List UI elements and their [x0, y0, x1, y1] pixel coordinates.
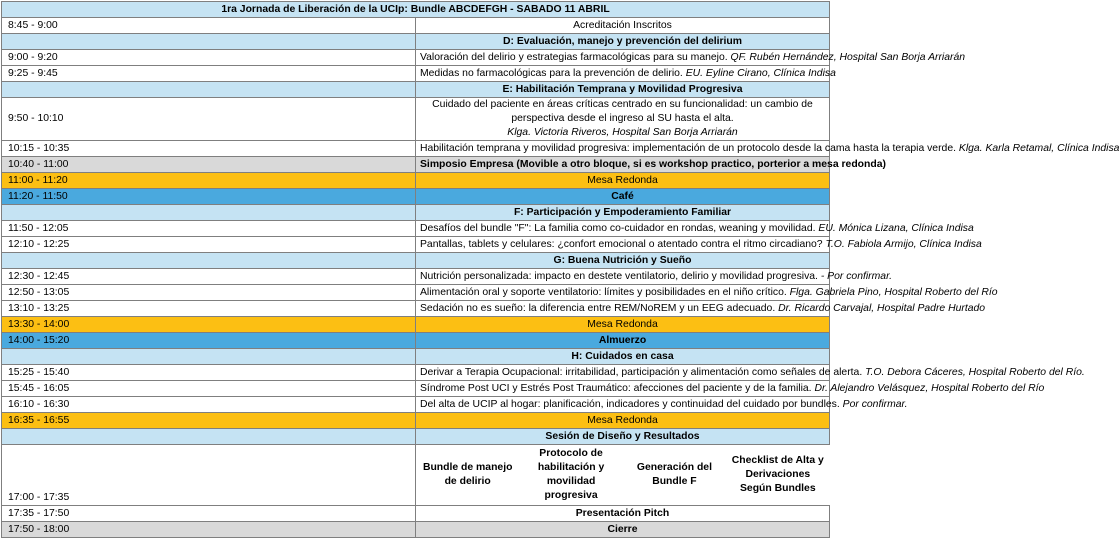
schedule-row	[2, 98, 830, 141]
session-title: H: Cuidados en casa	[571, 350, 674, 362]
section-header-row	[2, 82, 830, 98]
session-title: Pantallas, tablets y celulares: ¿confort emocional o atentado contra el ritmo circadiano?	[420, 238, 823, 250]
speaker: QF. Rubén Hernández, Hospital San Borja Arriarán	[730, 51, 966, 63]
schedule-row	[2, 237, 830, 253]
session-title: Mesa Redonda	[587, 318, 658, 330]
schedule-title: 1ra Jornada de Liberación de la UCIp: Bundle ABCDEFGH - SABADO 11 ABRIL	[2, 2, 830, 18]
time-slot	[2, 429, 416, 445]
speaker: Klga. Victoria Riveros, Hospital San Borja Arriarán	[507, 127, 738, 138]
schedule-row	[2, 301, 830, 317]
time-slot	[2, 253, 416, 269]
speaker: Dr. Alejandro Velásquez, Hospital Roberto del Río	[814, 382, 1045, 394]
session-title: Medidas no farmacológicas para la prevención de delirio.	[420, 67, 683, 79]
session-title: Valoración del delirio y estrategias farmacológicas para su manejo.	[420, 51, 728, 63]
session-title: Simposio Empresa (Movible a otro bloque, si es workshop practico, porterior a mesa redonda)	[420, 158, 886, 170]
section-header-row	[2, 34, 830, 50]
speaker: Klga. Karla Retamal, Clínica Indisa	[958, 142, 1119, 154]
time-slot: 17:50 - 18:00	[2, 522, 416, 538]
session-cell	[416, 429, 830, 445]
schedule-row	[2, 506, 830, 522]
schedule-row	[2, 381, 830, 397]
session-title: Síndrome Post UCI y Estrés Post Traumático: afecciones del paciente y de la familia.	[420, 382, 812, 394]
session-title: Sedación no es sueño: la diferencia entre REM/NoREM y un EEG adecuado.	[420, 302, 776, 314]
session-cell	[416, 221, 974, 237]
session-title: Acreditación Inscritos	[573, 19, 672, 31]
session-title: G: Buena Nutrición y Sueño	[553, 254, 692, 266]
schedule-row	[2, 221, 830, 237]
session-title: Nutrición personalizada: impacto en destete ventilatorio, delirio y movilidad progresiva.	[420, 270, 818, 282]
session-cell	[416, 82, 830, 98]
session-cell	[416, 413, 830, 429]
session-title: Cuidado del paciente en áreas críticas centrado en su funcionalidad: un cambio de perspectiva desde el ingreso al SU hasta el alta.	[432, 99, 813, 124]
time-slot: 9:00 - 9:20	[2, 50, 416, 66]
schedule-row	[2, 189, 830, 205]
schedule-row	[2, 285, 830, 301]
session-title: Almuerzo	[598, 334, 647, 346]
section-header-row	[2, 429, 830, 445]
time-slot: 13:30 - 14:00	[2, 317, 416, 333]
section-header-row	[2, 349, 830, 365]
speaker: T.O. Fabiola Armijo, Clínica Indisa	[825, 238, 982, 250]
session-title: Derivar a Terapia Ocupacional: irritabilidad, participación y alimentación como señales de alerta.	[420, 366, 863, 378]
schedule-row	[2, 333, 830, 349]
time-slot: 16:35 - 16:55	[2, 413, 416, 429]
session-title: E: Habilitación Temprana y Movilidad Progresiva	[502, 83, 743, 95]
design-session-row	[2, 445, 830, 506]
session-cell	[416, 98, 830, 141]
session-cell	[416, 381, 1045, 397]
session-cell	[416, 205, 830, 221]
session-title: Presentación Pitch	[575, 507, 670, 519]
schedule-row	[2, 269, 830, 285]
session-cell	[416, 157, 886, 173]
speaker: Flga. Gabriela Pino, Hospital Roberto del Río	[789, 286, 998, 298]
session-cell	[416, 285, 998, 301]
design-workshop-item: Protocolo de habilitación y movilidad progresiva	[537, 448, 605, 501]
session-title: Del alta de UCIP al hogar: planificación, indicadores y continuidad del cuidado por bundles.	[420, 398, 840, 410]
session-cell	[416, 269, 893, 285]
design-workshop-item: Checklist de Alta y Derivaciones Según Bundles	[731, 455, 824, 494]
time-slot: 17:35 - 17:50	[2, 506, 416, 522]
speaker: Dr. Ricardo Carvajal, Hospital Padre Hurtado	[778, 302, 986, 314]
session-title: Sesión de Diseño y Resultados	[545, 430, 700, 442]
design-workshop-item: Generación del Bundle F	[636, 462, 712, 487]
schedule-row	[2, 522, 830, 538]
time-slot	[2, 349, 416, 365]
time-slot: 15:25 - 15:40	[2, 365, 416, 381]
time-slot: 10:15 - 10:35	[2, 141, 416, 157]
time-slot: 13:10 - 13:25	[2, 301, 416, 317]
time-slot: 11:50 - 12:05	[2, 221, 416, 237]
session-title: F: Participación y Empoderamiento Familiar	[513, 206, 732, 218]
time-slot: 12:30 - 12:45	[2, 269, 416, 285]
schedule-row	[2, 413, 830, 429]
session-cell	[416, 397, 908, 413]
section-header-row	[2, 205, 830, 221]
session-cell	[416, 237, 982, 253]
session-title: Mesa Redonda	[587, 174, 658, 186]
session-title: Café	[611, 190, 634, 202]
speaker: Por confirmar.	[842, 398, 908, 410]
session-cell	[416, 317, 830, 333]
time-slot	[2, 205, 416, 221]
session-cell	[416, 522, 830, 538]
time-slot: 15:45 - 16:05	[2, 381, 416, 397]
speaker: EU. Eyline Cirano, Clínica Indisa	[685, 67, 836, 79]
time-slot: 12:50 - 13:05	[2, 285, 416, 301]
session-cell	[416, 34, 830, 50]
schedule-row	[2, 50, 830, 66]
session-cell	[416, 349, 830, 365]
session-cell	[416, 365, 1085, 381]
schedule-row	[2, 397, 830, 413]
schedule-row	[2, 66, 830, 82]
title-row	[2, 2, 830, 18]
speaker: T.O. Debora Cáceres, Hospital Roberto del Río.	[865, 366, 1085, 378]
time-slot	[2, 82, 416, 98]
design-workshop-item: Bundle de manejo de delirio	[422, 462, 513, 487]
time-slot: 14:00 - 15:20	[2, 333, 416, 349]
schedule-row	[2, 141, 830, 157]
session-cell	[416, 301, 986, 317]
speaker: EU. Mónica Lizana, Clínica Indisa	[818, 222, 974, 234]
session-title: Habilitación temprana y movilidad progresiva: implementación de un protocolo desde la cama hasta la terapia verde.	[420, 142, 956, 154]
time-slot: 10:40 - 11:00	[2, 157, 416, 173]
session-cell	[416, 189, 830, 205]
design-session-cell	[416, 445, 830, 506]
session-cell	[416, 66, 836, 82]
session-title: Mesa Redonda	[587, 414, 658, 426]
session-title: Cierre	[607, 523, 638, 535]
schedule-row	[2, 157, 830, 173]
schedule-row	[2, 173, 830, 189]
section-header-row	[2, 253, 830, 269]
session-title: Desafíos del bundle "F": La familia como co-cuidador en rondas, weaning y movilidad.	[420, 222, 816, 234]
time-slot: 16:10 - 16:30	[2, 397, 416, 413]
time-slot: 17:00 - 17:35	[2, 445, 416, 506]
schedule-row	[2, 365, 830, 381]
session-cell	[416, 173, 830, 189]
time-slot: 9:50 - 10:10	[2, 98, 416, 141]
schedule-row	[2, 317, 830, 333]
time-slot: 11:00 - 11:20	[2, 173, 416, 189]
schedule-row	[2, 18, 830, 34]
time-slot: 12:10 - 12:25	[2, 237, 416, 253]
session-cell	[416, 18, 830, 34]
session-title: Alimentación oral y soporte ventilatorio: límites y posibilidades en el niño crítico.	[420, 286, 787, 298]
session-cell	[416, 506, 830, 522]
session-cell	[416, 141, 1119, 157]
session-cell	[416, 253, 830, 269]
session-cell	[416, 333, 830, 349]
time-slot: 9:25 - 9:45	[2, 66, 416, 82]
session-cell	[416, 50, 966, 66]
session-title: D: Evaluación, manejo y prevención del delirium	[502, 35, 743, 47]
time-slot: 8:45 - 9:00	[2, 18, 416, 34]
time-slot: 11:20 - 11:50	[2, 189, 416, 205]
speaker: - Por confirmar.	[820, 270, 893, 282]
time-slot	[2, 34, 416, 50]
schedule-table	[1, 1, 1119, 538]
